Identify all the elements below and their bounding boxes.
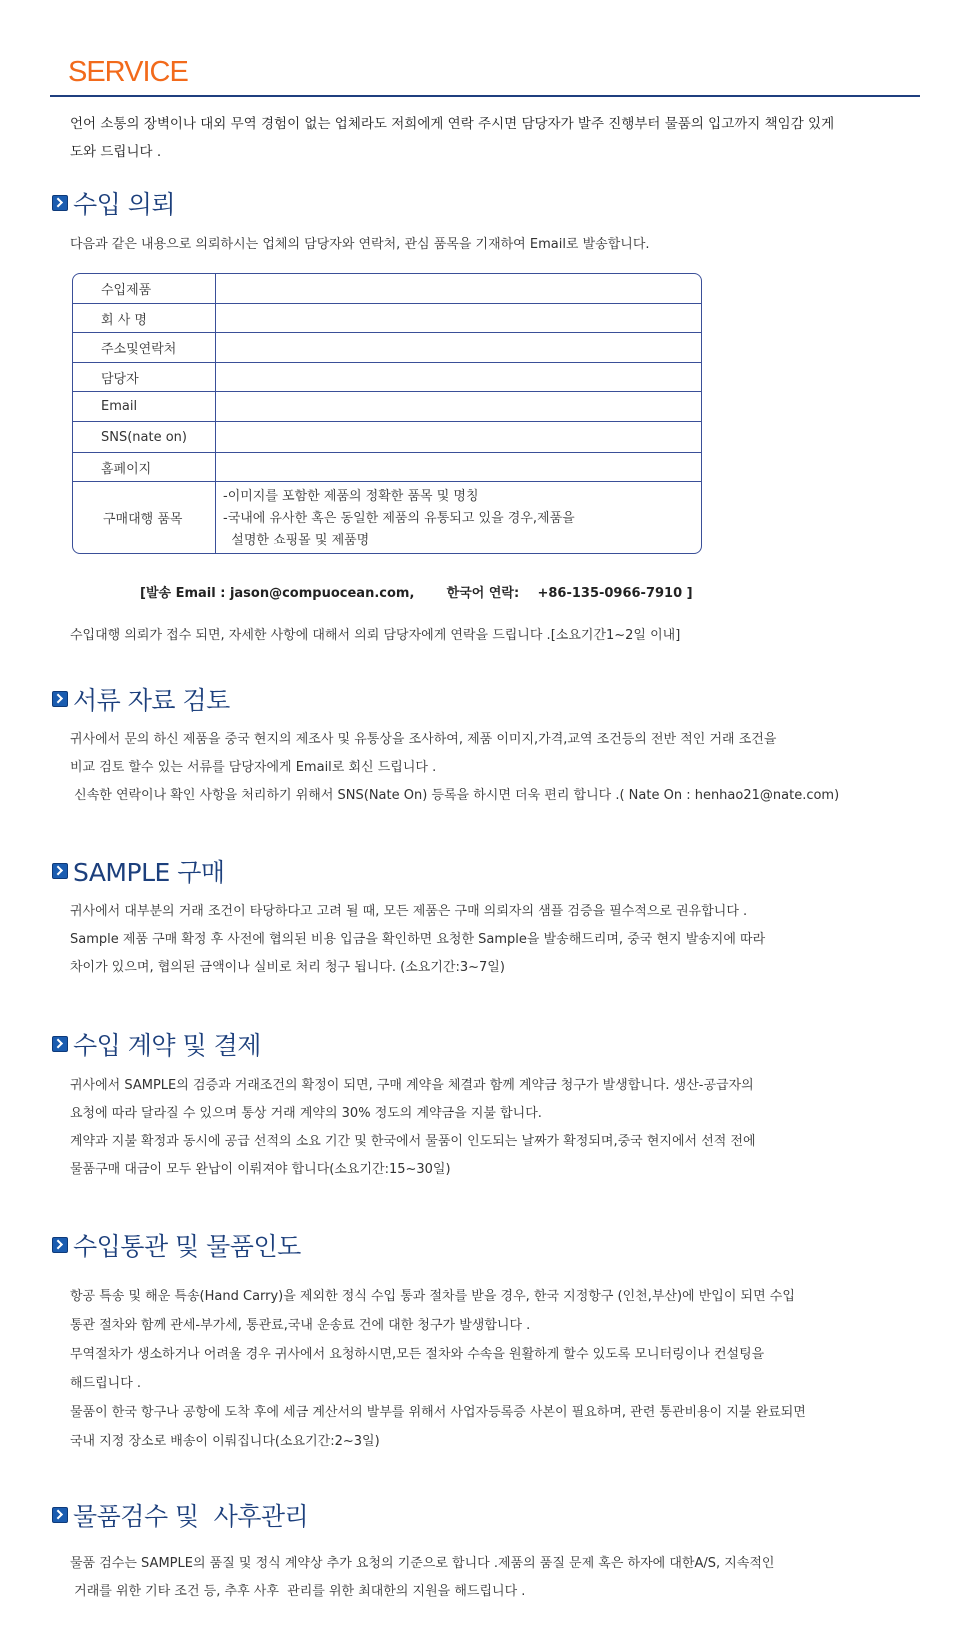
text-line: 해드립니다 . [70,1376,142,1391]
desc-line: 다음과 같은 내용으로 의뢰하시는 업체의 담당자와 연락처, 관심 품목을 기재하여 Email로 발송합니다. [70,237,650,252]
import-request-note [70,624,870,643]
contact-phone-value: +86-135-0966-7910 ] [537,586,693,601]
section-header-inspection [52,1500,308,1530]
page-title: SERVICE [68,56,188,88]
form-value-line: 설명한 쇼핑몰 및 제품명 [223,533,370,548]
text-line: 물품 검수는 SAMPLE의 품질 및 정식 계약상 추가 요청의 기준으로 합니다 .제품의 품질 문제 혹은 하자에 대한A/S, 지속적인 [70,1556,775,1571]
section-header-import-request [52,188,175,218]
intro-line: 언어 소통의 장벽이나 대외 무역 경험이 없는 업체라도 저희에게 연락 주시면 담당자가 발주 진행부터 물품의 입고까지 책임감 있게 [70,116,835,132]
text-line: 요청에 따라 달라질 수 있으며 통상 거래 계약의 30% 정도의 계약금을 지불 합니다. [70,1106,542,1121]
section-title: SAMPLE 구매 [73,858,225,887]
text-line: 거래를 위한 기타 조건 등, 추후 사후 관리를 위한 최대한의 지원을 해드립니다 . [70,1584,526,1599]
form-label: SNS(nate on) [101,429,187,445]
note-line: 수입대행 의뢰가 접수 되면, 자세한 사항에 대해서 의뢰 담당자에게 연락을 드립니다 .[소요기간1~2일 이내] [70,628,681,643]
form-row [73,333,701,363]
form-row [73,482,701,553]
chevron-right-icon [52,691,68,707]
text-line: 물품구매 대금이 모두 완납이 이뤄져야 합니다(소요기간:15~30일) [70,1162,451,1177]
section-header-customs [52,1230,301,1260]
text-line: 비교 검토 할수 있는 서류를 담당자에게 Email로 회신 드립니다 . [70,760,437,775]
form-row [73,363,701,392]
text-line: 무역절차가 생소하거나 어려울 경우 귀사에서 요청하시면,모든 절차와 수속을 원활하게 할수 있도록 모니터링이나 컨설팅을 [70,1347,765,1362]
request-form-table [72,273,702,554]
text-line: 통관 절차와 함께 관세-부가세, 통관료,국내 운송료 건에 대한 청구가 발생합니다 . [70,1318,531,1333]
form-label: 주소및연락처 [101,342,177,357]
contact-line [140,582,693,601]
contract-text [70,1072,870,1184]
form-row [73,453,701,482]
section-header-contract [52,1029,261,1059]
form-row [73,274,701,304]
form-value-line: -국내에 유사한 혹은 동일한 제품의 유통되고 있을 경우,제품을 [223,511,575,526]
import-request-desc [70,233,870,252]
text-line: Sample 제품 구매 확정 후 사전에 협의된 비용 입금을 확인하면 요청한 Sample을 발송해드리며, 중국 현지 발송지에 따라 [70,932,766,947]
document-review-text [70,726,870,810]
section-header-document-review [52,684,230,714]
text-line: 신속한 연락이나 확인 사항을 처리하기 위해서 SNS(Nate On) 등록을 하시면 더욱 편리 합니다 .( Nate On : henhao21@nate.com) [70,788,840,803]
form-value-items [223,486,575,552]
text-line: 계약과 지불 확정과 동시에 공급 선적의 소요 기간 및 한국에서 물품이 인도되는 날짜가 확정되며,중국 현지에서 선적 전에 [70,1134,756,1149]
chevron-right-icon [52,1507,68,1523]
chevron-right-icon [52,863,68,879]
customs-text [70,1282,870,1456]
text-line: 귀사에서 SAMPLE의 검증과 거래조건의 확정이 되면, 구매 계약을 체결과 함께 계약금 청구가 발생합니다. 생산-공급자의 [70,1078,754,1093]
chevron-right-icon [52,1036,68,1052]
intro-line: 도와 드립니다 . [70,144,162,160]
intro-text [70,110,860,166]
title-divider [50,95,920,97]
chevron-right-icon [52,1237,68,1253]
form-row [73,422,701,453]
form-row [73,392,701,422]
section-title: 수입 계약 및 결제 [73,1031,261,1060]
sample-text [70,898,870,982]
chevron-right-icon [52,195,68,211]
form-label: 담당자 [101,371,139,387]
form-label: 홈페이지 [101,461,152,477]
contact-phone-label: 한국어 연락: [446,586,520,601]
section-title: 수입통관 및 물품인도 [73,1232,301,1261]
text-line: 물품이 한국 항구나 공항에 도착 후에 세금 계산서의 발부를 위해서 사업자등록증 사본이 필요하며, 관련 통관비용이 지불 완료되면 [70,1405,806,1420]
text-line: 국내 지정 장소로 배송이 이뤄집니다(소요기간:2~3일) [70,1434,380,1449]
section-title: 서류 자료 검토 [73,686,230,715]
form-label: 수입제품 [101,283,152,298]
section-title: 물품검수 및 사후관리 [73,1502,309,1531]
form-label: Email [101,399,138,414]
text-line: 귀사에서 대부분의 거래 조건이 타당하다고 고려 될 때, 모든 제품은 구매 의뢰자의 샘플 검증을 필수적으로 권유합니다 . [70,904,748,919]
section-header-sample [52,856,225,886]
form-label: 구매대행 품목 [103,512,183,527]
text-line: 항공 특송 및 해운 특송(Hand Carry)을 제외한 정식 수입 통과 절차를 받을 경우, 한국 지정항구 (인천,부산)에 반입이 되면 수입 [70,1289,795,1304]
contact-email: [발송 Email : jason@compuocean.com, [140,586,415,601]
form-label: 회 사 명 [101,312,147,328]
text-line: 귀사에서 문의 하신 제품을 중국 현지의 제조사 및 유통상을 조사하여, 제품 이미지,가격,교역 조건등의 전반 적인 거래 조건을 [70,732,777,747]
form-row [73,304,701,333]
text-line: 차이가 있으며, 협의된 금액이나 실비로 처리 청구 됩니다. (소요기간:3~7일) [70,960,505,975]
inspection-text [70,1550,870,1606]
section-title: 수입 의뢰 [73,190,176,219]
form-value-line: -이미지를 포함한 제품의 정확한 품목 및 명칭 [223,489,479,504]
